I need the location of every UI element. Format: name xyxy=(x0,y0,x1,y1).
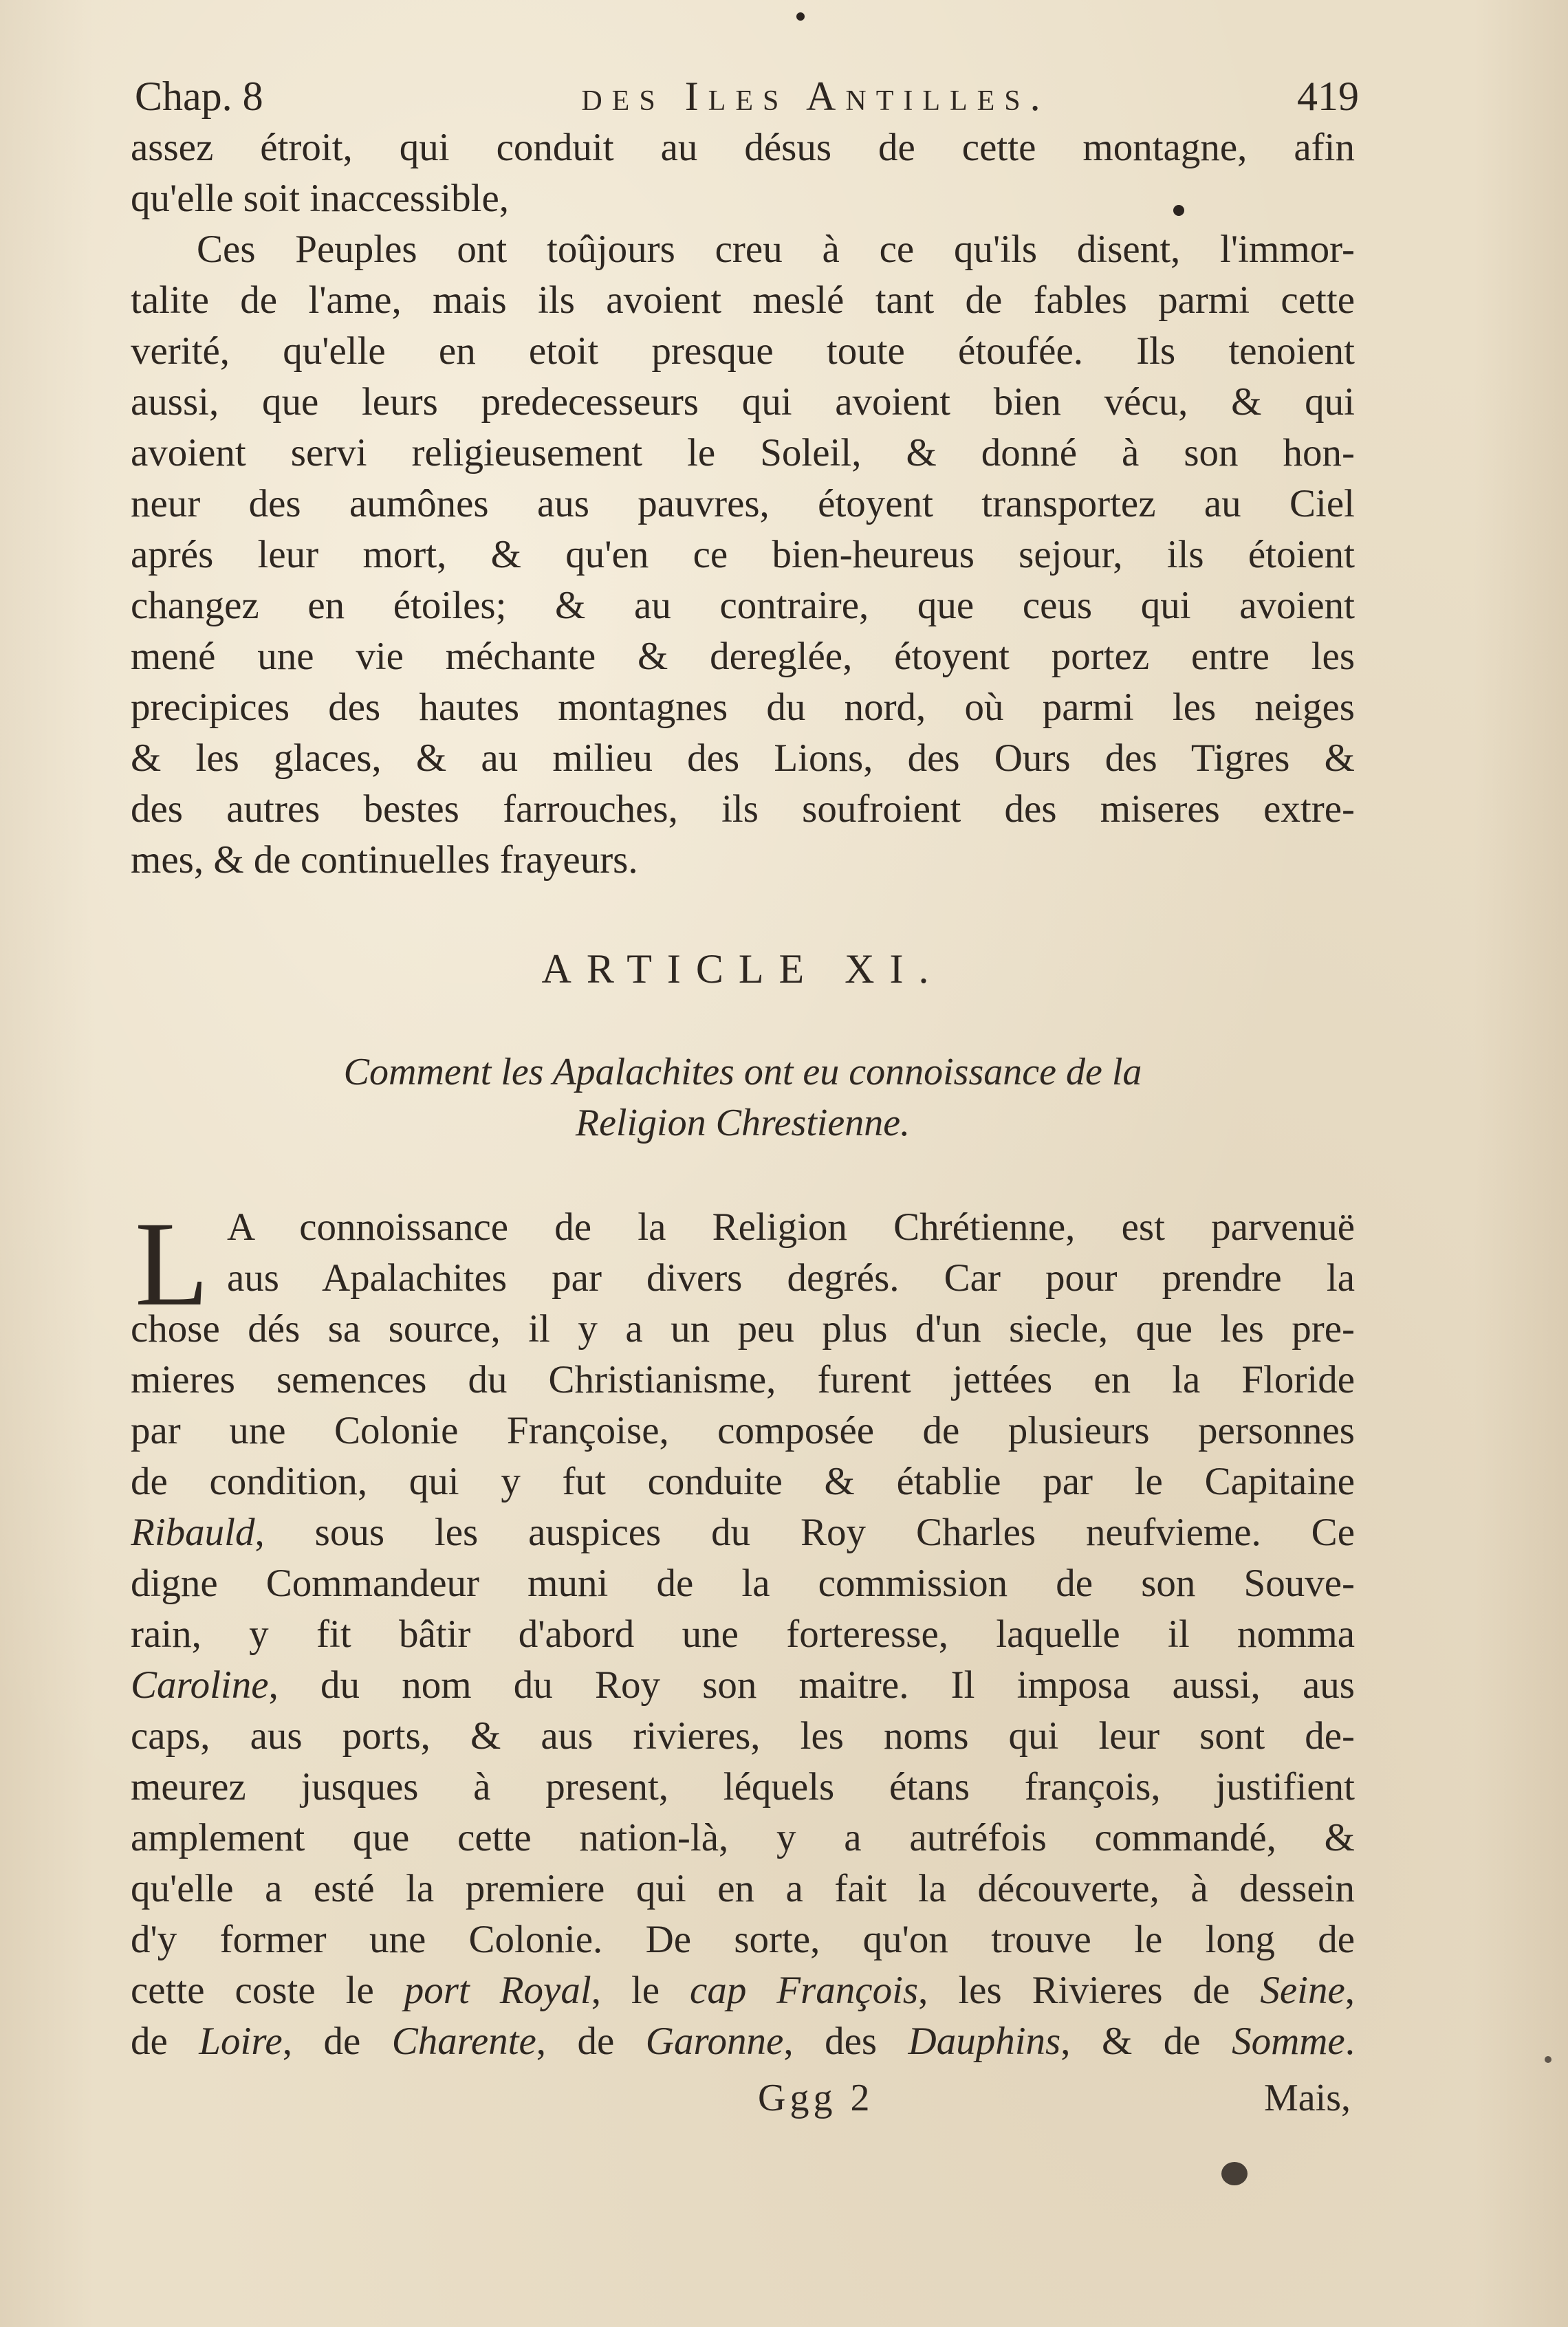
text-span: cette coste le xyxy=(131,1969,404,2012)
text-span: , de xyxy=(282,2020,392,2063)
text-line: talite de l'ame, mais ils avoient meslé tant de fables parmi cette xyxy=(131,278,1355,322)
text-line: aprés leur mort, & qu'en ce bien-heureus sejour, ils étoient xyxy=(131,533,1355,576)
body-text xyxy=(131,1197,1355,2067)
text-line: mieres semences du Christianisme, furent jettées en la Floride xyxy=(131,1358,1355,1401)
text-line: qu'elle soit inaccessible, xyxy=(131,177,510,220)
name-ribauld: Ribauld xyxy=(131,1511,255,1554)
page-number: 419 xyxy=(1297,74,1359,119)
text-line: rain, y fit bâtir d'abord une forteresse, laquelle il nomma xyxy=(131,1613,1355,1656)
place-cap-francois: cap François xyxy=(690,1969,919,2012)
top-text xyxy=(131,122,1355,886)
text-line xyxy=(131,2016,1355,2067)
text-span: , sous les auspices du Roy Charles neufvieme. Ce xyxy=(254,1511,1355,1554)
text-span: , & de xyxy=(1060,2020,1232,2063)
text-line: aus Apalachites par divers degrés. Car pour prendre la xyxy=(227,1256,1355,1300)
text-line: verité, qu'elle en etoit presque toute étoufée. Ils tenoient xyxy=(131,329,1355,373)
subtitle-line: Religion Chrestienne. xyxy=(575,1102,911,1144)
text-span: , des xyxy=(783,2020,908,2063)
text-span: , xyxy=(1344,1969,1355,2012)
text-line: changez en étoiles; & au contraire, que ceus qui avoient xyxy=(131,584,1355,627)
river-dauphins: Dauphins xyxy=(908,2020,1061,2063)
text-line: de condition, qui y fut conduite & établie par le Capitaine xyxy=(131,1460,1355,1503)
ink-spot xyxy=(796,12,805,21)
river-charente: Charente xyxy=(391,2020,536,2063)
name-caroline: Caroline xyxy=(131,1663,269,1707)
text-line: d'y former une Colonie. De sorte, qu'on trouve le long de xyxy=(131,1918,1355,1961)
text-span: , le xyxy=(591,1969,690,2012)
book-title: des Iles Antilles. xyxy=(581,74,1050,119)
article-heading: ARTICLE XI. xyxy=(541,946,944,992)
text-line xyxy=(131,1507,1355,1558)
text-line: & les glaces, & au milieu des Lions, des Ours des Tigres & xyxy=(131,736,1355,780)
text-line: chose dés sa source, il y a un peu plus d'un siecle, que les pre- xyxy=(131,1307,1355,1351)
subtitle-line: Comment les Apalachites ont eu connoissance de la xyxy=(343,1051,1142,1093)
article-subtitle xyxy=(131,1047,1355,1148)
text-line: mené une vie méchante & dereglée, étoyent portez entre les xyxy=(131,635,1355,678)
text-line: precipices des hautes montagnes du nord, où parmi les neiges xyxy=(131,686,1355,729)
river-loire: Loire xyxy=(199,2020,283,2063)
text-span: . xyxy=(1344,2020,1355,2063)
ink-spot xyxy=(1221,2162,1248,2185)
text-line xyxy=(131,1965,1355,2016)
ink-spot xyxy=(1545,2056,1551,2063)
text-span: de xyxy=(131,2020,199,2063)
place-port-royal: port Royal xyxy=(404,1969,591,2012)
river-somme: Somme xyxy=(1232,2020,1345,2063)
text-line: neur des aumônes aus pauvres, étoyent transportez au Ciel xyxy=(131,482,1355,525)
text-line: mes, & de continuelles frayeurs. xyxy=(131,838,638,882)
river-seine: Seine xyxy=(1260,1969,1345,2012)
text-span: , du nom du Roy son maitre. Il imposa aussi, aus xyxy=(268,1663,1355,1707)
text-line: qu'elle a esté la premiere qui en a fait la découverte, à dessein xyxy=(131,1867,1355,1910)
text-line: digne Commandeur muni de la commission de son Souve- xyxy=(131,1562,1355,1605)
chapter-label: Chap. 8 xyxy=(135,74,263,119)
text-line: avoient servi religieusement le Soleil, & donné à son hon- xyxy=(131,431,1355,474)
signature-mark: Ggg 2 xyxy=(758,2077,874,2119)
text-span: , de xyxy=(536,2020,646,2063)
text-line: assez étroit, qui conduit au désus de cette montagne, afin xyxy=(131,126,1355,169)
text-line: A connoissance de la Religion Chrétienne, est parvenuë xyxy=(227,1205,1355,1249)
text-line: Ces Peuples ont toûjours creu à ce qu'ils disent, l'immor- xyxy=(197,228,1355,271)
text-line xyxy=(131,1660,1355,1711)
text-line: aussi, que leurs predecesseurs qui avoient bien vécu, & qui xyxy=(131,380,1355,424)
text-line: meurez jusques à present, léquels étans françois, justifient xyxy=(131,1765,1355,1809)
river-garonne: Garonne xyxy=(645,2020,784,2063)
running-head xyxy=(135,67,1359,125)
text-line: caps, aus ports, & aus rivieres, les noms qui leur sont de- xyxy=(131,1714,1355,1758)
text-line: amplement que cette nation-là, y a autréfois commandé, & xyxy=(131,1816,1355,1859)
catchword: Mais, xyxy=(1264,2077,1351,2119)
text-line: des autres bestes farrouches, ils soufroient des miseres extre- xyxy=(131,787,1355,831)
text-line: par une Colonie Françoise, composée de plusieurs personnes xyxy=(131,1409,1355,1452)
drop-cap: L xyxy=(135,1197,209,1331)
text-span: , les Rivieres de xyxy=(918,1969,1261,2012)
